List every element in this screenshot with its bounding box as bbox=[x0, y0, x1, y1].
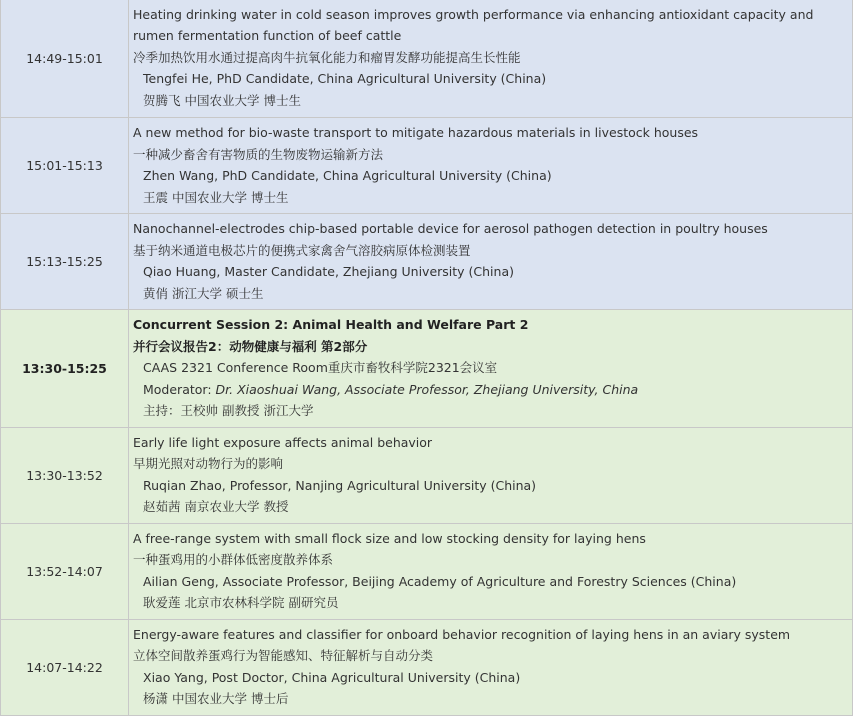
session-title: Concurrent Session 2: Animal Health and Welfare Part 2 bbox=[133, 317, 529, 332]
talk-cell bbox=[129, 0, 853, 118]
time-slot: 13:30-13:52 bbox=[1, 427, 129, 523]
session-header-row bbox=[1, 310, 853, 428]
talk-title-cn: 一种减少畜舍有害物质的生物废物运输新方法 bbox=[133, 146, 384, 162]
speaker: Ruqian Zhao, Professor, Nanjing Agricultural University (China) bbox=[143, 477, 537, 493]
moderator-name: Dr. Xiaoshuai Wang, Associate Professor, Zhejiang University, China bbox=[215, 381, 639, 397]
talk-cell bbox=[129, 118, 853, 214]
table-row bbox=[1, 427, 853, 523]
speaker: Ailian Geng, Associate Professor, Beijing Academy of Agriculture and Forestry Sciences (China) bbox=[143, 573, 737, 589]
speaker-cn: 杨潇 中国农业大学 博士后 bbox=[143, 691, 289, 706]
talk-title: Heating drinking water in cold season improves growth performance via enhancing antioxidant capacity and rumen fermentation function of beef cattle bbox=[133, 6, 814, 44]
speaker: Qiao Huang, Master Candidate, Zhejiang University (China) bbox=[143, 264, 514, 279]
talk-title: A new method for bio-waste transport to mitigate hazardous materials in livestock houses bbox=[133, 125, 699, 140]
time-slot: 14:49-15:01 bbox=[1, 0, 129, 118]
session-title-cn: 并行会议报告2：动物健康与福利 第2部分 bbox=[133, 338, 368, 354]
table-row bbox=[1, 0, 853, 118]
talk-title-cn: 基于纳米通道电极芯片的便携式家禽舍气溶胶病原体检测装置 bbox=[133, 242, 471, 258]
time-slot: 15:01-15:13 bbox=[1, 118, 129, 214]
table-row bbox=[1, 118, 853, 214]
speaker-cn: 赵茹茜 南京农业大学 教授 bbox=[143, 499, 289, 514]
table-row bbox=[1, 523, 853, 619]
moderator-label: Moderator: bbox=[143, 381, 216, 397]
talk-title: Nanochannel-electrodes chip-based portable device for aerosol pathogen detection in poultry houses bbox=[133, 221, 768, 236]
talk-cell bbox=[129, 523, 853, 619]
speaker: Zhen Wang, PhD Candidate, China Agricultural University (China) bbox=[143, 168, 552, 183]
time-slot: 15:13-15:25 bbox=[1, 214, 129, 310]
talk-cell bbox=[129, 427, 853, 523]
session-room: CAAS 2321 Conference Room重庆市畜牧科学院2321会议室 bbox=[143, 360, 498, 375]
talk-title-cn: 一种蛋鸡用的小群体低密度散养体系 bbox=[133, 552, 334, 567]
talk-title-cn: 早期光照对动物行为的影响 bbox=[133, 456, 284, 471]
talk-title: Energy-aware features and classifier for onboard behavior recognition of laying hens in an aviary system bbox=[133, 626, 791, 642]
time-slot: 14:07-14:22 bbox=[1, 619, 129, 715]
talk-cell bbox=[129, 619, 853, 715]
talk-title: A free-range system with small flock size and low stocking density for laying hens bbox=[133, 530, 646, 546]
talk-title-cn: 立体空间散养蛋鸡行为智能感知、特征解析与自动分类 bbox=[133, 648, 434, 663]
speaker-cn: 耿爱莲 北京市农林科学院 副研究员 bbox=[143, 595, 339, 610]
session-moderator-cn: 主持：王校帅 副教授 浙江大学 bbox=[143, 403, 314, 418]
talk-title: Early life light exposure affects animal behavior bbox=[133, 434, 433, 450]
talk-title-cn: 冷季加热饮用水通过提高肉牛抗氧化能力和瘤胃发酵功能提高生长性能 bbox=[133, 49, 521, 65]
session-cell bbox=[129, 310, 853, 428]
table-row bbox=[1, 619, 853, 715]
table-row bbox=[1, 214, 853, 310]
speaker-cn: 王震 中国农业大学 博士生 bbox=[143, 189, 289, 205]
talk-cell bbox=[129, 214, 853, 310]
speaker: Xiao Yang, Post Doctor, China Agricultural University (China) bbox=[143, 669, 521, 685]
speaker: Tengfei He, PhD Candidate, China Agricultural University (China) bbox=[143, 71, 547, 87]
time-slot: 13:52-14:07 bbox=[1, 523, 129, 619]
session-time-slot: 13:30-15:25 bbox=[1, 310, 129, 428]
speaker-cn: 贺腾飞 中国农业大学 博士生 bbox=[143, 92, 301, 108]
session-moderator bbox=[133, 379, 852, 401]
speaker-cn: 黄俏 浙江大学 硕士生 bbox=[143, 285, 264, 301]
